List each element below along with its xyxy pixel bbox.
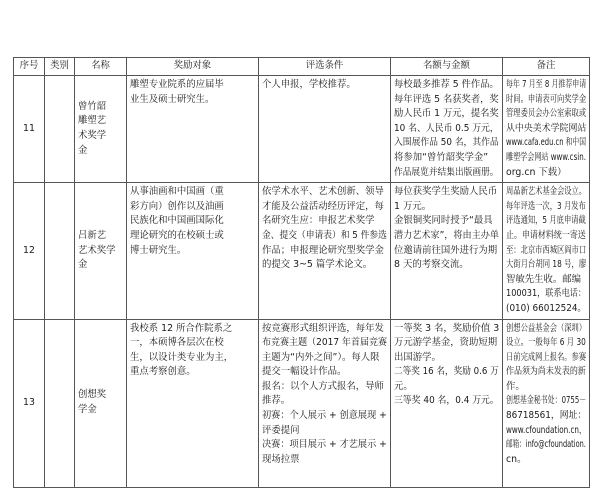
criteria-line: 推荐。 xyxy=(262,395,291,407)
quota-line: 一等奖 3 名，奖励价值 3 xyxy=(394,322,500,334)
quota-line: 三等奖 40 名，0.4 万元。 xyxy=(394,395,499,407)
cell-category xyxy=(45,183,75,319)
cell-name xyxy=(75,76,127,183)
note-line: 周晶新艺术基金会设立。 xyxy=(506,186,587,198)
cell-note xyxy=(503,183,590,319)
cell-no xyxy=(14,76,45,183)
quota-line: 位邀请前往国外进行为期 xyxy=(394,244,498,256)
note-line: 智敏先生收。邮编 xyxy=(506,273,582,285)
header-cell-category: 类别 xyxy=(45,58,75,76)
cell-target xyxy=(127,76,259,183)
cell-criteria xyxy=(259,76,391,183)
note-line: 评选通知，5 月底申请截 xyxy=(506,215,586,227)
name-line: 术奖学 xyxy=(78,130,107,142)
quota-line: 每校最多推荐 5 件作品。 xyxy=(394,79,499,90)
name-line: 创想奖 xyxy=(78,389,107,401)
target-line: 生，以设计类专业为主， xyxy=(130,351,234,363)
note-line: 雕塑学会网站 www.csin. xyxy=(506,151,586,163)
criteria-line: 提交一幅设计作品。 xyxy=(262,366,347,378)
note-line: 每年评选一次，3 月发布 xyxy=(506,200,586,212)
header-cell-target: 奖励对象 xyxy=(127,58,259,76)
cell-criteria xyxy=(259,319,391,487)
row-number: 13 xyxy=(23,396,35,408)
row-number: 12 xyxy=(23,244,35,256)
cell-target xyxy=(127,183,259,319)
note-line: 从中央美术学院网站 xyxy=(506,122,587,134)
note-line: 设立。一般每年 6 月 30 xyxy=(506,337,586,349)
note-line: 作。 xyxy=(506,380,525,392)
target-line: 我校系 12 所合作院系之 xyxy=(130,322,233,334)
criteria-line: 个人申报，学校推荐。 xyxy=(262,79,356,90)
criteria-line: 布竞赛主题（2017 年首届竞赛 xyxy=(262,337,388,349)
name-line: 艺术奖学 xyxy=(78,244,116,256)
target-line: 一，本硕博各层次在校 xyxy=(130,337,224,349)
criteria-line: 决赛：项目展示 + 才艺展示 + xyxy=(262,439,387,451)
table-row xyxy=(14,76,590,183)
target-line: 理论研究的在校硕士或 xyxy=(130,229,224,241)
name-line: 雕塑艺 xyxy=(78,115,107,127)
note-line: 邮箱：info@cfoundation. xyxy=(506,439,586,451)
criteria-line: 主题为“内外之间”）。每人限 xyxy=(262,351,380,363)
table-row xyxy=(14,319,590,487)
header-cell-name: 名称 xyxy=(75,58,127,76)
target-line: 业生及硕士研究生。 xyxy=(130,93,215,105)
quota-line: 潜力艺术家”，将由主办单 xyxy=(394,229,499,241)
note-line: org.cn 下载） xyxy=(506,166,567,178)
name-line: 金 xyxy=(78,144,88,156)
note-line: 创想基金秘书处：0755－ xyxy=(506,395,587,407)
note-line: 100031，联系电话： xyxy=(506,288,587,300)
name-line: 曾竹韶 xyxy=(78,100,107,112)
header-cell-no: 序号 xyxy=(14,58,45,76)
target-line: 重点考察创意。 xyxy=(130,366,196,378)
header-cell-quota: 名额与金额 xyxy=(391,58,503,76)
note-line: 86718561，网址： xyxy=(506,410,587,422)
quota-line: 1 万元。 xyxy=(394,200,432,212)
cell-category xyxy=(45,76,75,183)
scholarship-table xyxy=(13,57,590,488)
awards-table-sheet xyxy=(13,57,589,488)
cell-criteria xyxy=(259,183,391,319)
quota-line: 作品展览并结集出版画册。 xyxy=(394,166,499,178)
note-line: 每年 7 月至 8 月推荐申请 xyxy=(506,79,587,90)
note-line: www.cafa.edu.cn 和中国 xyxy=(506,137,586,149)
quota-line: 每位获奖学生奖励人民币 xyxy=(394,186,498,198)
cell-no xyxy=(14,183,45,319)
criteria-line: 的提交 3~5 篇学术论文。 xyxy=(262,259,373,271)
note-line: 作品须为尚未发表的新 xyxy=(506,366,586,378)
cell-target xyxy=(127,319,259,487)
cell-name xyxy=(75,183,127,319)
target-line: 博士研究生。 xyxy=(130,244,187,256)
criteria-line: 金、提交（申请表）和 5 件参选 xyxy=(262,229,387,241)
quota-line: 励人民币 1 万元，提名奖 xyxy=(394,108,499,120)
quota-line: 10 名、人民币 0.5 万元， xyxy=(394,122,499,134)
quota-line: 8 天的考察交流。 xyxy=(394,259,469,271)
criteria-line: 报名：以个人方式报名，导师 xyxy=(262,380,384,392)
quota-line: 每年评选 5 名获奖者，奖 xyxy=(394,93,499,105)
header-row xyxy=(14,58,590,76)
target-line: 雕塑专业院系的应届毕 xyxy=(130,79,224,90)
note-line: 至：北京市西城区阎市口 xyxy=(506,244,587,256)
cell-category xyxy=(45,319,75,487)
note-line: cn。 xyxy=(506,453,527,465)
quota-line: 将参加“曾竹韶奖学金” xyxy=(394,151,489,163)
cell-no xyxy=(14,319,45,487)
cell-quota xyxy=(391,76,503,183)
target-line: 彩方向）创作以及油画 xyxy=(130,200,224,212)
criteria-line: 名研究生应：申报艺术奖学 xyxy=(262,215,375,227)
quota-line: 万元游学基金，资助短期 xyxy=(394,337,498,349)
criteria-line: 现场拉票 xyxy=(262,453,300,465)
cell-quota xyxy=(391,183,503,319)
cell-quota xyxy=(391,319,503,487)
quota-line: 元。 xyxy=(394,380,413,392)
table-body xyxy=(14,76,590,488)
quota-line: 出国游学。 xyxy=(394,351,441,363)
note-line: 时间。申请表可向奖学金 xyxy=(506,93,587,105)
criteria-line: 评委提问 xyxy=(262,424,300,436)
criteria-line: 依学术水平、艺术创新、领导 xyxy=(262,186,384,198)
name-line: 金 xyxy=(78,259,88,271)
cell-note xyxy=(503,76,590,183)
note-line: 日前完成网上报名。参赛 xyxy=(506,351,587,363)
cell-name xyxy=(75,319,127,487)
quota-line: 二等奖 16 名，奖励 0.6 万 xyxy=(394,366,499,378)
target-line: 民族化和中国画国际化 xyxy=(130,215,224,227)
name-line: 学金 xyxy=(78,404,97,415)
criteria-line: 初赛：个人展示 + 创意展现 + xyxy=(262,410,387,422)
target-line: 从事油画和中国画（重 xyxy=(130,186,224,198)
table-row xyxy=(14,183,590,319)
criteria-line: 作品；申报理论研究型奖学金 xyxy=(262,244,384,256)
row-number: 11 xyxy=(23,122,35,134)
header-cell-note: 备注 xyxy=(503,58,590,76)
note-line: 创想公益基金会（深圳） xyxy=(506,322,587,334)
table-header xyxy=(14,58,590,76)
quota-line: 入围展作品 50 名，其作品 xyxy=(394,137,499,149)
note-line: 管理委员会办公室索取或 xyxy=(506,108,587,120)
note-line: www.cfoundation.cn， xyxy=(506,424,587,436)
note-line: 大街月台胡同 18 号，廖 xyxy=(506,259,587,271)
criteria-line: 才能及公益活动经历评定，每 xyxy=(262,200,384,212)
criteria-line: 按竞赛形式组织评选，每年发 xyxy=(262,322,384,334)
note-line: 止。申请材料统一寄送 xyxy=(506,229,586,241)
name-line: 吕新艺 xyxy=(78,229,107,241)
quota-line: 金银铜奖同时授予“最具 xyxy=(394,215,493,227)
header-cell-criteria: 评选条件 xyxy=(259,58,391,76)
note-line: (010) 66012524。 xyxy=(506,302,587,314)
cell-note xyxy=(503,319,590,487)
